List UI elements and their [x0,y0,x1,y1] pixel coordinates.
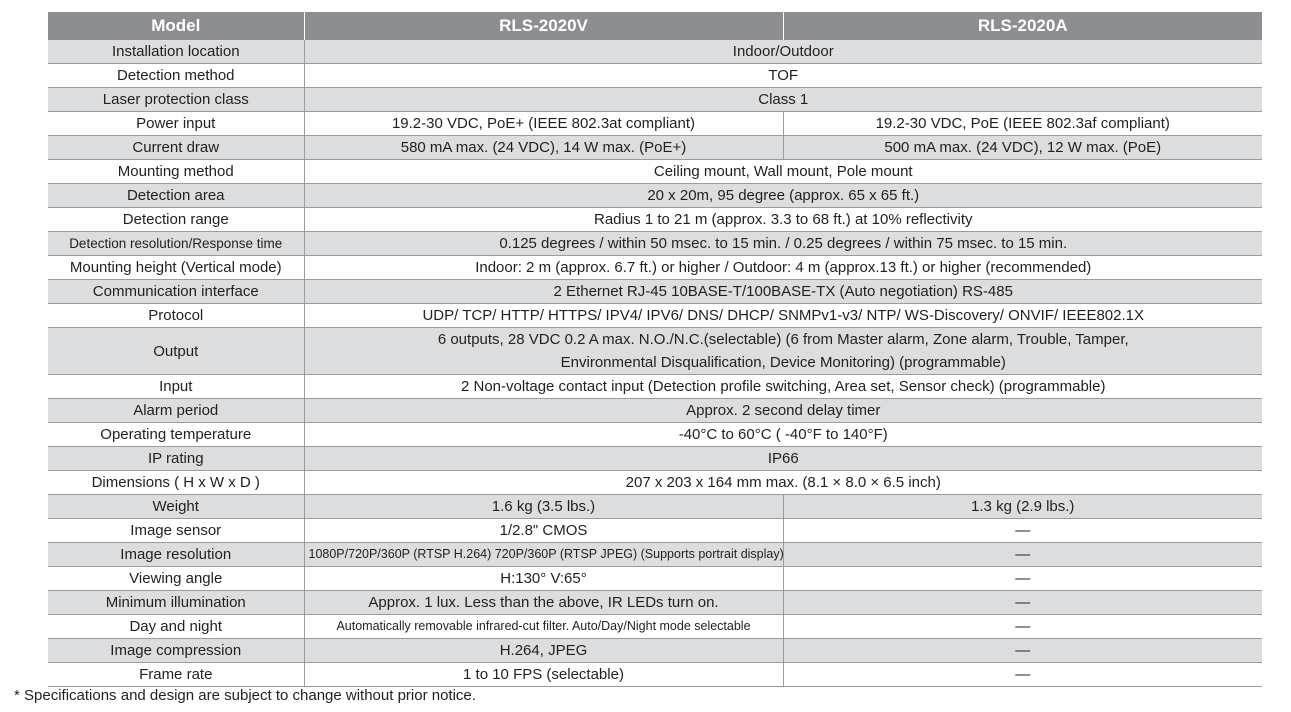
row-dimensions [48,471,1262,495]
row-label: Installation location [48,40,304,64]
output-line-2: Environmental Disqualification, Device Monitoring) (programmable) [560,354,1006,371]
row-label: Detection method [48,64,304,88]
row-weight [48,495,1262,519]
row-viewing-angle [48,567,1262,591]
row-value-rls-2020a: 19.2-30 VDC, PoE (IEEE 802.3af compliant) [783,112,1262,136]
row-value: 2 Ethernet RJ-45 10BASE-T/100BASE-TX (Auto negotiation) RS-485 [304,280,1262,304]
row-value-rls-2020v: Approx. 1 lux. Less than the above, IR LEDs turn on. [304,591,783,615]
row-value: Indoor/Outdoor [304,40,1262,64]
row-label: Output [48,328,304,375]
row-label: Image compression [48,639,304,663]
row-label: Mounting height (Vertical mode) [48,256,304,280]
row-detection-area [48,184,1262,208]
output-line-1: 6 outputs, 28 VDC 0.2 A max. N.O./N.C.(selectable) (6 from Master alarm, Zone alarm, Trouble, Tamper, [437,331,1129,348]
row-label: Power input [48,112,304,136]
row-label: Image sensor [48,519,304,543]
row-value: 20 x 20m, 95 degree (approx. 65 x 65 ft.) [304,184,1262,208]
row-value: Radius 1 to 21 m (approx. 3.3 to 68 ft.) at 10% reflectivity [304,208,1262,232]
row-protocol [48,304,1262,328]
row-label: Communication interface [48,280,304,304]
row-value-rls-2020v: 1/2.8" CMOS [304,519,783,543]
header-rls-2020a: RLS-2020A [783,12,1262,40]
row-value: 207 x 203 x 164 mm max. (8.1 × 8.0 × 6.5 inch) [304,471,1262,495]
row-label: Laser protection class [48,88,304,112]
row-label: IP rating [48,447,304,471]
row-value-rls-2020a: — [783,519,1262,543]
row-label: Alarm period [48,399,304,423]
row-value: -40°C to 60°C ( -40°F to 140°F) [304,423,1262,447]
row-current-draw [48,136,1262,160]
row-label: Minimum illumination [48,591,304,615]
row-minimum-illumination [48,591,1262,615]
row-detection-resolution [48,232,1262,256]
header-rls-2020v: RLS-2020V [304,12,783,40]
row-communication-interface [48,280,1262,304]
row-value: 2 Non-voltage contact input (Detection profile switching, Area set, Sensor check) (programmable) [304,375,1262,399]
spec-table [48,12,1262,687]
row-value: UDP/ TCP/ HTTP/ HTTPS/ IPV4/ IPV6/ DNS/ DHCP/ SNMPv1-v3/ NTP/ WS-Discovery/ ONVIF/ IEEE802.1X [304,304,1262,328]
row-label: Input [48,375,304,399]
row-label: Image resolution [48,543,304,567]
row-value: Indoor: 2 m (approx. 6.7 ft.) or higher / Outdoor: 4 m (approx.13 ft.) or higher (recommended) [304,256,1262,280]
row-ip-rating [48,447,1262,471]
row-value-rls-2020v: 1080P/720P/360P (RTSP H.264) 720P/360P (RTSP JPEG) (Supports portrait display) [304,543,783,567]
row-value: Class 1 [304,88,1262,112]
row-value-rls-2020a: — [783,543,1262,567]
row-detection-method [48,64,1262,88]
row-label: Detection area [48,184,304,208]
row-label: Current draw [48,136,304,160]
row-image-sensor [48,519,1262,543]
row-value-rls-2020v: 1.6 kg (3.5 lbs.) [304,495,783,519]
row-label: Detection range [48,208,304,232]
row-installation-location [48,40,1262,64]
row-value-rls-2020v: 580 mA max. (24 VDC), 14 W max. (PoE+) [304,136,783,160]
row-label: Protocol [48,304,304,328]
table-header-row [48,12,1262,40]
row-value-rls-2020v: 1 to 10 FPS (selectable) [304,663,783,687]
row-label: Dimensions ( H x W x D ) [48,471,304,495]
row-value: IP66 [304,447,1262,471]
row-value-rls-2020v: H:130° V:65° [304,567,783,591]
row-value-rls-2020a: 500 mA max. (24 VDC), 12 W max. (PoE) [783,136,1262,160]
row-label: Detection resolution/Response time [48,232,304,256]
row-detection-range [48,208,1262,232]
row-value: Approx. 2 second delay timer [304,399,1262,423]
row-value-rls-2020v: 19.2-30 VDC, PoE+ (IEEE 802.3at compliant) [304,112,783,136]
row-value-rls-2020a: — [783,591,1262,615]
row-mounting-height [48,256,1262,280]
row-value-rls-2020v: H.264, JPEG [304,639,783,663]
row-value-rls-2020a: — [783,639,1262,663]
row-value-rls-2020a: — [783,663,1262,687]
row-label: Day and night [48,615,304,639]
row-label: Mounting method [48,160,304,184]
row-value-rls-2020a: — [783,567,1262,591]
row-image-resolution [48,543,1262,567]
row-value-rls-2020a: — [783,615,1262,639]
row-power-input [48,112,1262,136]
row-value: TOF [304,64,1262,88]
footnote: * Specifications and design are subject to change without prior notice. [14,687,476,704]
row-mounting-method [48,160,1262,184]
row-day-and-night [48,615,1262,639]
row-image-compression [48,639,1262,663]
row-alarm-period [48,399,1262,423]
row-value-rls-2020a: 1.3 kg (2.9 lbs.) [783,495,1262,519]
row-value-rls-2020v: Automatically removable infrared-cut filter. Auto/Day/Night mode selectable [304,615,783,639]
row-frame-rate [48,663,1262,687]
row-label: Frame rate [48,663,304,687]
header-model: Model [48,12,304,40]
row-output [48,328,1262,375]
row-value: Ceiling mount, Wall mount, Pole mount [304,160,1262,184]
row-input [48,375,1262,399]
row-laser-protection-class [48,88,1262,112]
row-operating-temperature [48,423,1262,447]
row-value: 0.125 degrees / within 50 msec. to 15 min. / 0.25 degrees / within 75 msec. to 15 min. [304,232,1262,256]
row-value [304,328,1262,375]
row-label: Operating temperature [48,423,304,447]
row-label: Viewing angle [48,567,304,591]
row-label: Weight [48,495,304,519]
